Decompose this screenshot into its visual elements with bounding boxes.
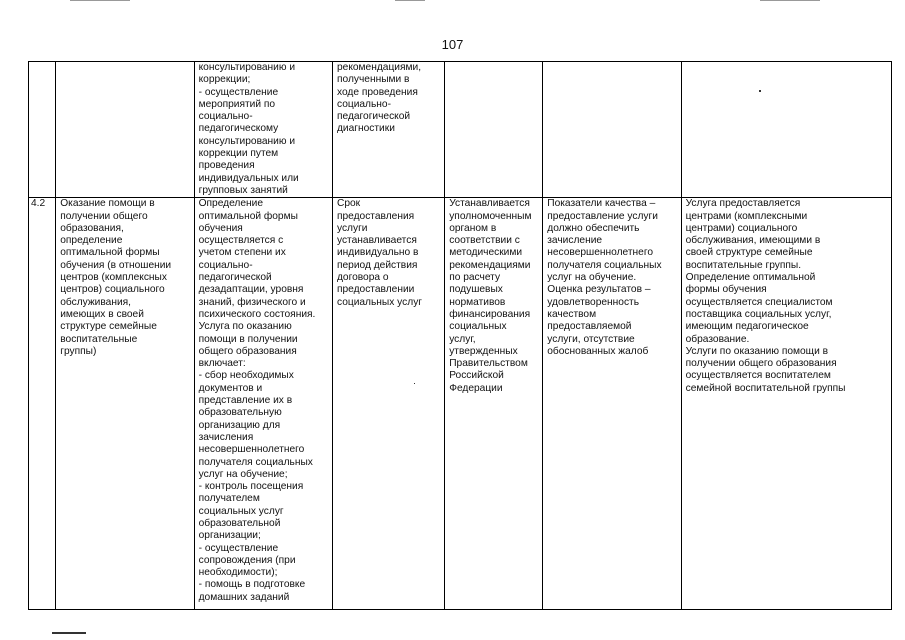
cell-service [56, 62, 194, 198]
cell-line: имеющих в своей [60, 308, 144, 320]
cell-content [194, 62, 332, 198]
cell-line: соответствии с [449, 235, 520, 247]
cell-line: обучения [198, 222, 243, 234]
scan-top-rule-mid [395, 0, 425, 1]
table-row-continued [29, 62, 892, 198]
cell-line: рекомендациями [449, 259, 531, 271]
cell-line: нормативов [449, 296, 506, 308]
cell-line: психического состояния. [198, 308, 316, 320]
scan-bottom-mark [52, 632, 86, 634]
cell-content [194, 198, 332, 610]
cell-line: образования, [60, 222, 124, 234]
cell-line: Устанавливается [449, 198, 530, 210]
cell-line: Услуги по оказанию помощи в [685, 345, 829, 357]
cell-line: педагогической [336, 111, 411, 123]
cell-line: консультированию и [198, 62, 296, 73]
cell-line: социально- [198, 111, 253, 123]
cell-line: несовершеннолетнего [198, 444, 305, 456]
cell-line: социально- [198, 259, 253, 271]
cell-norms [445, 198, 543, 610]
scan-speck [759, 90, 761, 92]
cell-line: подушевых [449, 284, 503, 296]
cell-line: Правительством [449, 358, 528, 370]
cell-quality [543, 198, 681, 610]
cell-line: Срок [336, 198, 361, 210]
cell-line: проведения [198, 160, 255, 172]
cell-line: консультированию и [198, 135, 296, 147]
cell-line: договора о [336, 272, 389, 284]
cell-line: Оказание помощи в [60, 198, 155, 210]
cell-line: коррекции путем [198, 148, 279, 160]
cell-line: Услуга предоставляется [685, 198, 801, 210]
cell-line: домашних заданий [198, 591, 290, 603]
cell-line: организации; [198, 530, 261, 542]
cell-number [29, 62, 56, 198]
cell-line: обучения (в отношении [60, 259, 172, 271]
cell-line: семейной воспитательной группы [685, 382, 846, 394]
scan-speck [414, 383, 415, 384]
cell-line: получателем [198, 493, 260, 505]
cell-line: уполномоченным [449, 210, 532, 222]
cell-line: устанавливается [336, 235, 417, 247]
cell-line: учетом степени их [198, 247, 286, 259]
cell-line: получении общего образования [685, 358, 837, 370]
cell-line: зачисление [547, 235, 603, 247]
cell-line: социальных услуг [198, 505, 284, 517]
cell-line: определение [60, 235, 123, 247]
table-row-4-2 [29, 198, 892, 610]
cell-line: осуществляется с [198, 235, 284, 247]
cell-line: социальных услуг [336, 296, 423, 308]
cell-line: знаний, физического и [198, 296, 306, 308]
cell-line: Федерации [449, 382, 503, 394]
cell-line: должно обеспечить [547, 222, 640, 234]
scan-top-rule-left [70, 0, 130, 1]
cell-line: социально- [336, 98, 391, 110]
cell-line: получателя социальных [547, 259, 662, 271]
cell-line: - осуществление [198, 86, 279, 98]
cell-line: документов и [198, 382, 263, 394]
cell-line: - осуществление [198, 542, 279, 554]
cell-line: мероприятий по [198, 98, 276, 110]
cell-term [332, 198, 444, 610]
cell-line: организацию для [198, 419, 281, 431]
cell-line: имеющим педагогическое [685, 321, 809, 333]
cell-line: рекомендациями, [336, 62, 422, 73]
cell-line: Показатели качества – [547, 198, 656, 210]
cell-line: утвержденных [449, 345, 518, 357]
cell-line: оптимальной формы [60, 247, 160, 259]
cell-line: методическими [449, 247, 523, 259]
cell-line: центрами (комплексными [685, 210, 808, 222]
cell-line: представление их в [198, 395, 293, 407]
cell-line: групповых занятий [198, 184, 288, 196]
services-table [28, 61, 892, 610]
cell-line: индивидуально в [336, 247, 419, 259]
cell-line: предоставления [336, 210, 415, 222]
cell-term [332, 62, 444, 198]
cell-line: обоснованных жалоб [547, 345, 649, 357]
cell-line: предоставление услуги [547, 210, 658, 222]
cell-line: получателя социальных [198, 456, 313, 468]
cell-line: Определение [198, 198, 264, 210]
cell-line: центров (комплексных [60, 272, 167, 284]
cell-line: своей структуре семейные [685, 247, 813, 259]
cell-line: структуре семейные [60, 321, 157, 333]
cell-line: полученными в [336, 74, 410, 86]
cell-line: удовлетворенность [547, 296, 640, 308]
cell-line: - помощь в подготовке [198, 579, 306, 591]
cell-line: формы обучения [685, 284, 767, 296]
cell-line: оптимальной формы [198, 210, 298, 222]
cell-norms [445, 62, 543, 198]
cell-line: дезадаптации, уровня [198, 284, 304, 296]
cell-line: финансирования [449, 308, 531, 320]
cell-line: ходе проведения [336, 86, 418, 98]
page-number: 107 [441, 37, 464, 52]
cell-line: качеством [547, 308, 597, 320]
cell-conditions [681, 62, 891, 198]
cell-conditions [681, 198, 891, 610]
cell-line: несовершеннолетнего [547, 247, 653, 259]
cell-line: услуг на обучение. [547, 272, 637, 284]
cell-line: социальных [449, 321, 507, 333]
cell-line: осуществляется воспитателем [685, 370, 831, 382]
cell-line: по расчету [449, 272, 501, 284]
cell-line: зачисления [198, 431, 254, 443]
cell-line: услуг, [449, 333, 476, 345]
cell-line: период действия [336, 259, 418, 271]
cell-line: общего образования [198, 345, 297, 357]
cell-line: обслуживания, имеющими в [685, 235, 821, 247]
cell-line: Оценка результатов – [547, 284, 651, 296]
cell-line: обслуживания, [60, 296, 131, 308]
cell-line: воспитательные [60, 333, 138, 345]
cell-line: услуги, отсутствие [547, 333, 635, 345]
cell-line: необходимости); [198, 567, 278, 579]
cell-line: - сбор необходимых [198, 370, 294, 382]
cell-line: педагогическому [198, 123, 279, 135]
cell-line: органом в [449, 222, 497, 234]
cell-line: сопровождения (при [198, 554, 296, 566]
cell-line: услуги [336, 222, 368, 234]
cell-line: образовательную [198, 407, 282, 419]
cell-line: услуг на обучение; [198, 468, 288, 480]
cell-line: центров) социального [60, 284, 165, 296]
cell-line: включает: [198, 358, 246, 370]
cell-line: Российской [449, 370, 504, 382]
cell-line: группы) [60, 345, 97, 357]
cell-line: центрами) социального [685, 222, 798, 234]
cell-line: предоставлении [336, 284, 415, 296]
cell-line: Услуга по оказанию [198, 321, 292, 333]
cell-line: педагогической [198, 272, 272, 284]
cell-quality [543, 62, 681, 198]
cell-line: воспитательные группы. [685, 259, 802, 271]
scan-top-rule-right [760, 0, 820, 1]
cell-line: поставщика социальных услуг, [685, 308, 832, 320]
cell-line: Определение оптимальной [685, 272, 816, 284]
cell-line: - контроль посещения [198, 481, 304, 493]
cell-line: индивидуальных или [198, 172, 299, 184]
cell-line: образовательной [198, 517, 281, 529]
cell-line: осуществляется специалистом [685, 296, 833, 308]
cell-line: образование. [685, 333, 750, 345]
cell-number: 4.2 [29, 198, 56, 610]
cell-line: коррекции; [198, 74, 251, 86]
cell-line: предоставляемой [547, 321, 632, 333]
cell-line: помощи в получении [198, 333, 298, 345]
cell-line: получении общего [60, 210, 148, 222]
cell-line: диагностики [336, 123, 395, 135]
cell-service [56, 198, 194, 610]
